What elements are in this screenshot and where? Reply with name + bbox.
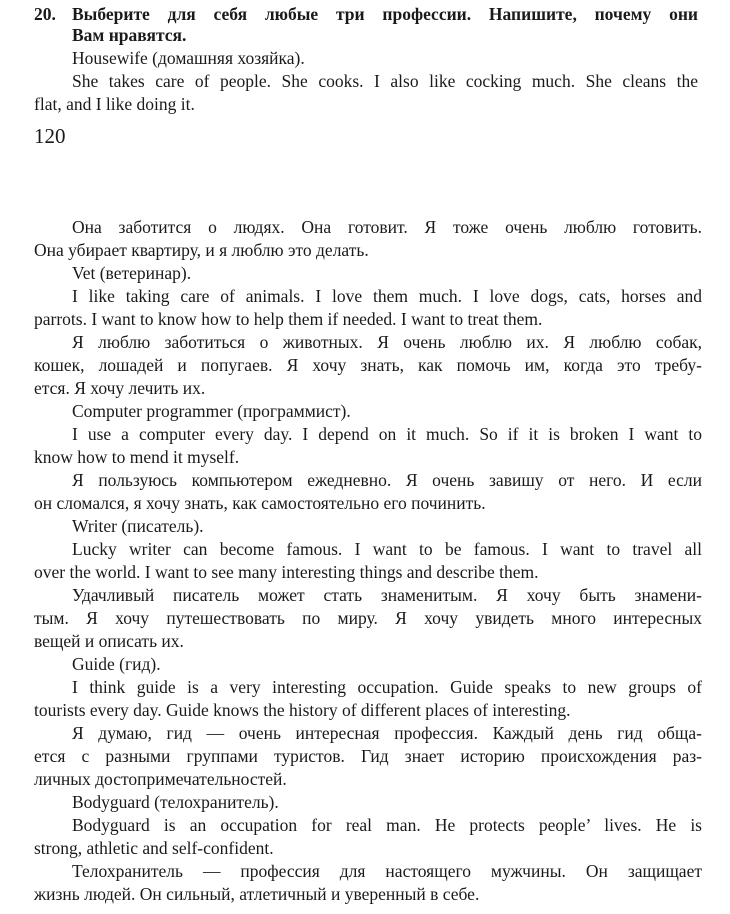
text-line: Удачливый писатель может стать знаменитым. Я хочу быть знамени- [72,585,702,605]
text-line: вещей и описать их. [34,631,184,651]
text-line: Телохранитель — профессия для настоящего мужчины. Он защищает [72,861,702,881]
heading-bodyguard: Bodyguard (телохранитель). [72,792,279,812]
text-line: over the world. I want to see many interesting things and describe them. [34,562,539,582]
task-number: 20. [34,4,56,24]
text-line: parrots. I want to know how to help them if needed. I want to treat them. [34,309,543,329]
text-line: I think guide is a very interesting occupation. Guide speaks to new groups of [72,677,702,697]
task-title-line-2: Вам нравятся. [72,25,187,45]
text-line: личных достопримечательностей. [34,769,287,789]
text-line: кошек, лошадей и попугаев. Я хочу знать, как помочь им, когда это требу- [34,355,702,375]
heading-vet: Vet (ветеринар). [72,263,192,283]
text-line: Я люблю заботиться о животных. Я очень люблю их. Я люблю собак, [72,332,702,352]
text-line: Я думаю, гид — очень интересная профессия. Каждый день гид обща- [72,723,702,743]
text-line: know how to mend it myself. [34,447,240,467]
text-line: ется с разными группами туристов. Гид знает историю происхождения раз- [34,746,702,766]
text-line: Bodyguard is an occupation for real man. He protects people’ lives. He is [72,815,702,835]
heading-housewife: Housewife (домашняя хозяйка). [72,48,305,68]
text-line: Она убирает квартиру, и я люблю это делать. [34,240,369,260]
text-line: I like taking care of animals. I love them much. I love dogs, cats, horses and [72,286,702,306]
text-line: Она заботится о людях. Она готовит. Я тоже очень люблю готовить. [72,217,702,237]
text-line: Lucky writer can become famous. I want to be famous. I want to travel all [72,539,702,559]
text-line: тым. Я хочу путешествовать по миру. Я хочу увидеть много интересных [34,608,702,628]
text-line: strong, athletic and self-confident. [34,838,274,858]
heading-computer-programmer: Computer programmer (программист). [72,401,351,421]
text-line: I use a computer every day. I depend on it much. So if it is broken I want to [72,424,702,444]
text-line: tourists every day. Guide knows the history of different places of interesting. [34,700,571,720]
text-line: Я пользуюсь компьютером ежедневно. Я очень завишу от него. И если [72,470,702,490]
text-line: он сломался, я хочу знать, как самостоятельно его починить. [34,493,486,513]
task-title-line-1: Выберите для себя любые три профессии. Напишите, почему они [72,4,698,24]
heading-guide: Guide (гид). [72,654,161,674]
page-number: 120 [34,124,66,148]
text-line: flat, and I like doing it. [34,94,195,114]
heading-writer: Writer (писатель). [72,516,204,536]
text-line: жизнь людей. Он сильный, атлетичный и уверенный в себе. [34,884,480,904]
text-line: She takes care of people. She cooks. I also like cocking much. She cleans the [72,71,698,91]
text-line: ется. Я хочу лечить их. [34,378,206,398]
